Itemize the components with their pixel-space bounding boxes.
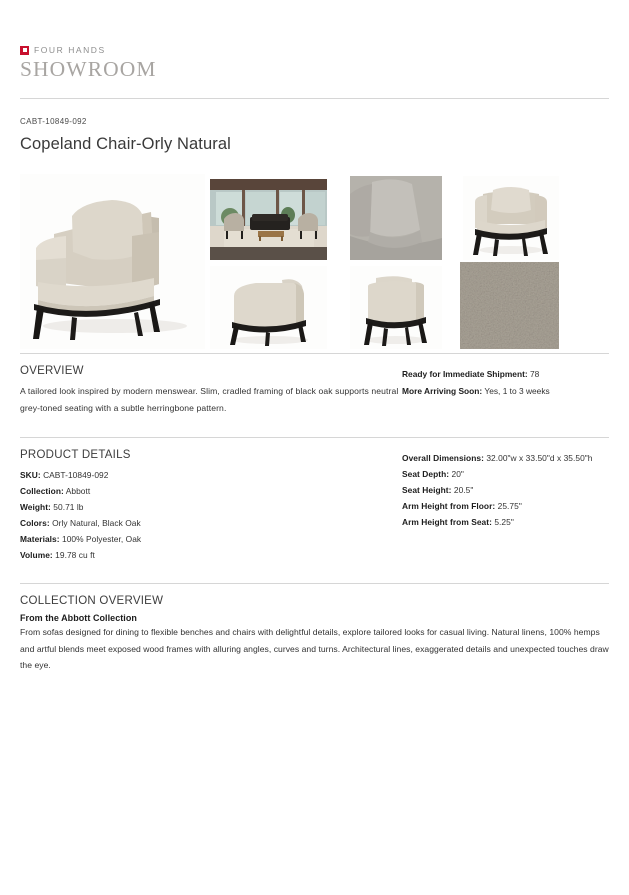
- dimension-value-arm-height-floor: 25.75": [497, 501, 522, 512]
- gallery-image-chair-back-straight[interactable]: [350, 266, 442, 349]
- product-specs-list: [20, 467, 402, 564]
- chair-back-angle-art: [210, 266, 327, 349]
- page-title: Copeland Chair-Orly Natural: [20, 134, 231, 153]
- spec-label-sku: SKU:: [20, 469, 41, 480]
- chair-front-straight-art: [463, 176, 559, 260]
- stock-label-arriving: More Arriving Soon:: [402, 385, 483, 396]
- dimension-value-seat-height: 20.5": [453, 485, 474, 496]
- brand-name: FOUR HANDS: [34, 45, 106, 55]
- dimension-label-arm-height-floor: Arm Height from Floor:: [402, 501, 496, 512]
- showroom-wordmark: SHOWROOM: [20, 57, 157, 81]
- spec-label-volume: Volume:: [20, 550, 53, 561]
- spec-row-collection: [20, 483, 402, 499]
- dimension-row-seat-height: [402, 482, 609, 498]
- spec-label-weight: Weight:: [20, 502, 51, 513]
- chair-back-straight-art: [350, 266, 442, 349]
- stock-row-arriving: [402, 383, 609, 399]
- fabric-detail-closeup-art: [350, 176, 442, 260]
- overview-section: [20, 354, 609, 417]
- spec-label-collection: Collection:: [20, 485, 64, 496]
- fabric-swatch-art: [460, 262, 559, 349]
- spec-value-colors: Orly Natural, Black Oak: [52, 518, 141, 529]
- chair-front-angle-hero-art: [20, 174, 205, 349]
- lifestyle-living-room-art: [210, 179, 327, 260]
- availability-column: [402, 365, 609, 399]
- product-details-heading: PRODUCT DETAILS: [20, 448, 131, 461]
- product-details-section: [20, 438, 609, 564]
- dimension-label-seat-height: Seat Height:: [402, 485, 452, 496]
- overview-description: A tailored look inspired by modern menswear. Slim, cradled framing of black oak supports neutral grey-toned seating with a subtle herringbone pattern.: [20, 386, 399, 414]
- dimension-row-arm-height-seat: [402, 514, 609, 530]
- collection-overview-heading: COLLECTION OVERVIEW: [20, 594, 164, 607]
- gallery-image-fabric-detail-closeup[interactable]: [350, 176, 442, 260]
- gallery-image-lifestyle-living-room[interactable]: [210, 179, 327, 260]
- header-divider: [20, 98, 609, 99]
- overview-heading: OVERVIEW: [20, 365, 84, 378]
- dimension-row-arm-height-floor: [402, 498, 609, 514]
- overview-text-column: [20, 365, 402, 417]
- spec-label-colors: Colors:: [20, 518, 50, 529]
- dimension-value-arm-height-seat: 5.25": [494, 517, 514, 528]
- gallery-image-fabric-swatch[interactable]: [460, 262, 559, 349]
- product-sku-eyebrow: CABT-10849-092: [20, 116, 87, 126]
- spec-row-weight: [20, 499, 402, 515]
- dimension-row-seat-depth: [402, 466, 609, 482]
- brand-lockup: [20, 44, 609, 56]
- spec-value-weight: 50.71 lb: [53, 502, 84, 513]
- collection-overview-subheading: From the Abbott Collection: [20, 612, 137, 623]
- spec-value-sku: CABT-10849-092: [43, 469, 109, 480]
- collection-overview-section: [20, 584, 609, 675]
- stock-value-immediate: 78: [529, 369, 540, 380]
- dimension-value-seat-depth: 20": [451, 468, 464, 479]
- dimension-label-arm-height-seat: Arm Height from Seat:: [402, 517, 492, 528]
- spec-value-collection: Abbott: [65, 485, 91, 496]
- stock-value-arriving: Yes, 1 to 3 weeks: [484, 385, 550, 396]
- stock-label-immediate: Ready for Immediate Shipment:: [402, 369, 528, 380]
- gallery-image-chair-back-angle[interactable]: [210, 266, 327, 349]
- product-specs-column: [20, 449, 402, 564]
- stock-row-immediate: [402, 366, 609, 382]
- dimension-value-overall: 32.00"w x 33.50"d x 35.50"h: [486, 452, 593, 463]
- spec-row-sku: [20, 467, 402, 483]
- spec-value-volume: 19.78 cu ft: [55, 550, 95, 561]
- spec-value-materials: 100% Polyester, Oak: [62, 534, 142, 545]
- dimension-label-overall: Overall Dimensions:: [402, 452, 484, 463]
- spec-row-materials: [20, 531, 402, 547]
- gallery-image-chair-front-straight[interactable]: [463, 176, 559, 260]
- four-hands-logo-icon: [20, 46, 29, 55]
- dimension-row-overall: [402, 450, 609, 466]
- brand-header: [20, 0, 609, 81]
- gallery-image-chair-front-angle-hero[interactable]: [20, 174, 205, 349]
- product-image-gallery: [20, 170, 609, 353]
- spec-row-volume: [20, 547, 402, 563]
- spec-label-materials: Materials:: [20, 534, 60, 545]
- dimensions-column: [402, 449, 609, 531]
- spec-row-colors: [20, 515, 402, 531]
- collection-overview-description: From sofas designed for dining to flexible benches and chairs with delightful details, explore tailored looks for casual living. Natural linens, 100% hemps and artful blends meet exposed wood frames with alluring angles, curves and turns. Architectural lines, exaggerated details and unexpected touches draw the eye.: [20, 626, 609, 671]
- dimension-label-seat-depth: Seat Depth:: [402, 468, 450, 479]
